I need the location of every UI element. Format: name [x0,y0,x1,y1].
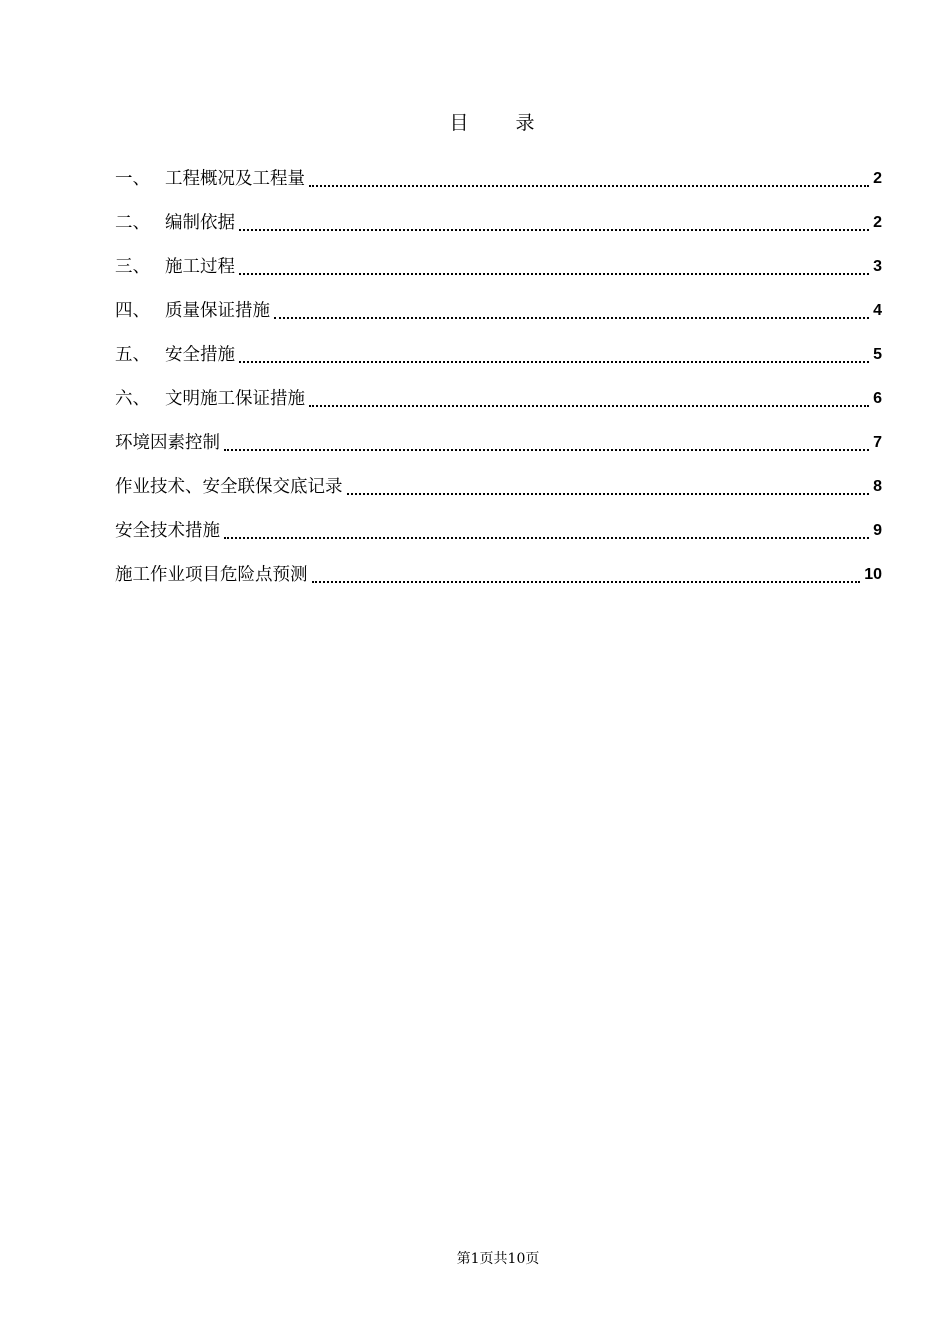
toc-entry-title: 文明施工保证措施 [165,389,305,409]
toc-entry[interactable] [115,370,882,414]
toc-entry-number: 四、 [115,301,150,321]
toc-leader-dots [274,316,869,319]
toc-entry[interactable] [115,282,882,326]
toc-leader-dots [309,184,869,187]
toc-entry[interactable] [115,414,882,458]
toc-entry-page: 2 [873,214,882,231]
toc-title: 目 录 [449,112,549,134]
toc-entry-page: 5 [873,346,882,363]
toc-leader-dots [239,272,869,275]
toc-entry[interactable] [115,150,882,194]
toc-entry-page: 9 [873,522,882,539]
toc-entry[interactable] [115,458,882,502]
toc-entry-title: 安全措施 [165,345,235,365]
toc-entry-title: 工程概况及工程量 [165,169,305,189]
toc-entry[interactable] [115,194,882,238]
toc-list [115,150,882,590]
toc-entry-title: 编制依据 [165,213,235,233]
toc-entry-title: 作业技术、安全联保交底记录 [115,477,343,497]
toc-leader-dots [309,404,869,407]
toc-entry-title: 施工过程 [165,257,235,277]
page-footer: 第1页共10页 [456,1251,540,1267]
toc-leader-dots [312,580,861,583]
toc-entry-number: 一、 [115,169,150,189]
toc-entry[interactable] [115,238,882,282]
toc-entry-title: 质量保证措施 [165,301,270,321]
toc-entry-title: 安全技术措施 [115,521,220,541]
toc-leader-dots [224,536,869,539]
toc-entry-title: 施工作业项目危险点预测 [115,565,308,585]
toc-entry-number: 六、 [115,389,150,409]
toc-entry-number: 五、 [115,345,150,365]
toc-entry[interactable] [115,326,882,370]
toc-entry-number: 二、 [115,213,150,233]
toc-entry-page: 7 [873,434,882,451]
toc-entry-page: 2 [873,170,882,187]
toc-leader-dots [239,228,869,231]
toc-entry-page: 3 [873,258,882,275]
toc-entry-page: 6 [873,390,882,407]
toc-leader-dots [239,360,869,363]
toc-entry-page: 8 [873,478,882,495]
toc-leader-dots [224,448,869,451]
toc-entry[interactable] [115,546,882,590]
toc-entry-page: 4 [873,302,882,319]
toc-entry-title: 环境因素控制 [115,433,220,453]
toc-entry[interactable] [115,502,882,546]
toc-leader-dots [347,492,870,495]
toc-entry-page: 10 [864,566,882,583]
toc-entry-number: 三、 [115,257,150,277]
